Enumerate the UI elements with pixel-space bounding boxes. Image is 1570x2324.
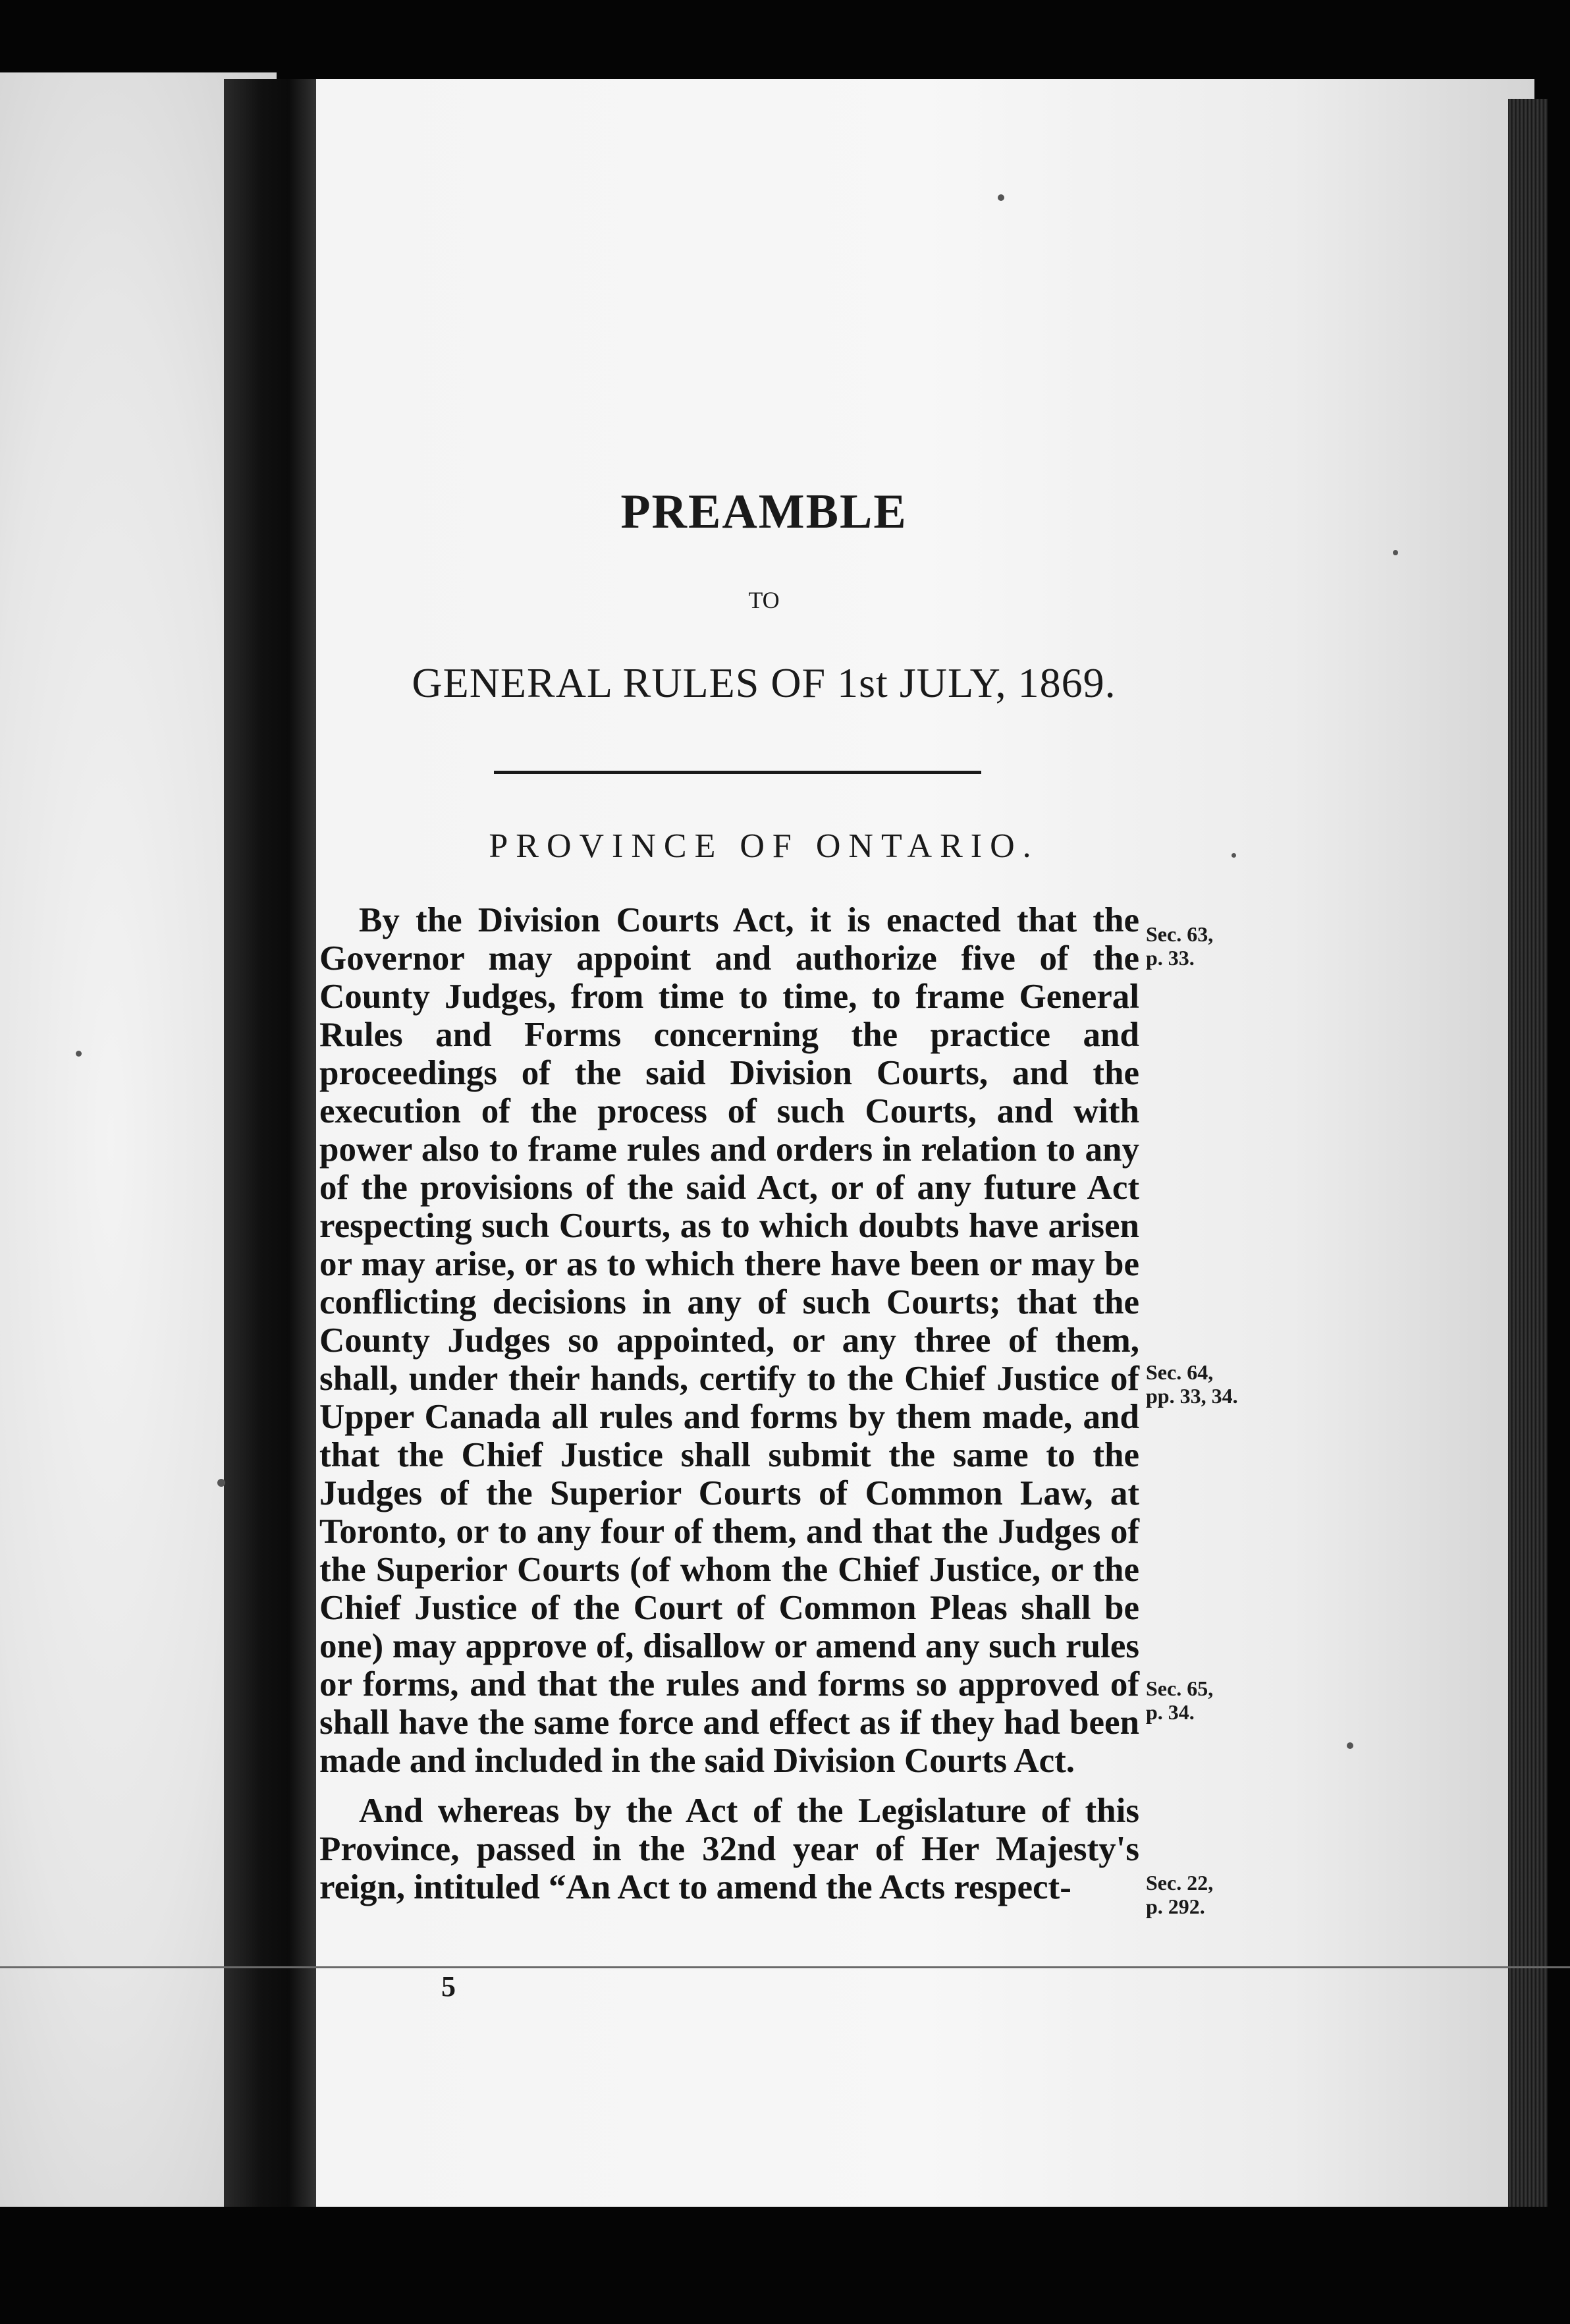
- page-subtitle: GENERAL RULES OF 1st JULY, 1869.: [412, 659, 1116, 706]
- speck: [217, 1479, 225, 1487]
- scan-line: [0, 1966, 1570, 1968]
- speck: [1347, 1742, 1353, 1749]
- margin-note: [1146, 1360, 1238, 1408]
- margin-note-line: p. 292.: [1146, 1895, 1205, 1918]
- section-heading: PROVINCE OF ONTARIO.: [489, 827, 1039, 865]
- margin-note: [1146, 1676, 1213, 1724]
- speck: [76, 1051, 82, 1057]
- margin-note-line: Sec. 65,: [1146, 1676, 1214, 1700]
- body-text: [319, 901, 1139, 1906]
- speck: [998, 194, 1004, 201]
- margin-note: [1146, 922, 1213, 970]
- margin-note-line: p. 34.: [1146, 1700, 1195, 1724]
- speck: [1393, 550, 1398, 555]
- margin-note-line: pp. 33, 34.: [1146, 1384, 1238, 1408]
- margin-note-line: Sec. 63,: [1146, 922, 1214, 946]
- margin-note: [1146, 1871, 1213, 1918]
- page-number: 5: [441, 1970, 456, 2003]
- title-rule: [494, 771, 981, 774]
- speck: [1232, 853, 1236, 858]
- paragraph: By the Division Courts Act, it is enacted that the Governor may appoint and authorize five of the County Judges, from time to time, to frame General Rules and Forms concerning the practice and proceedings of the said Division Courts, and the execution of the process of such Courts, and with power also to frame rules and orders in relation to any of the provisions of the said Act, or of any future Act respecting such Courts, as to which doubts have arisen or may arise, or as to which there have been or may be conflicting decisions in any of such Courts; that the County Judges so appointed, or any three of them, shall, under their hands, certify to the Chief Justice of Upper Canada all rules and forms by them made, and that the Chief Justice shall submit the same to the Judges of the Superior Courts of Common Law, at Toronto, or to any four of them, and that the Judges of the Superior Courts (of whom the Chief Justice, or the Chief Justice of the Court of Common Pleas shall be one) may approve of, disallow or amend any such rules or forms, and that the rules and forms so approved of shall have the same force and effect as if they had been made and included in the said Division Courts Act.: [319, 901, 1139, 1780]
- margin-note-line: Sec. 64,: [1146, 1360, 1214, 1384]
- page-edge-stack: [1508, 99, 1548, 2207]
- book-spine: [224, 79, 316, 2207]
- margin-note-line: p. 33.: [1146, 946, 1195, 970]
- page-title: PREAMBLE: [620, 485, 907, 539]
- margin-note-line: Sec. 22,: [1146, 1871, 1214, 1895]
- paragraph: And whereas by the Act of the Legislature of this Province, passed in the 32nd year of Her Majesty's reign, intituled “An Act to amend the Acts respect-: [319, 1792, 1139, 1906]
- title-connector: TO: [748, 587, 780, 613]
